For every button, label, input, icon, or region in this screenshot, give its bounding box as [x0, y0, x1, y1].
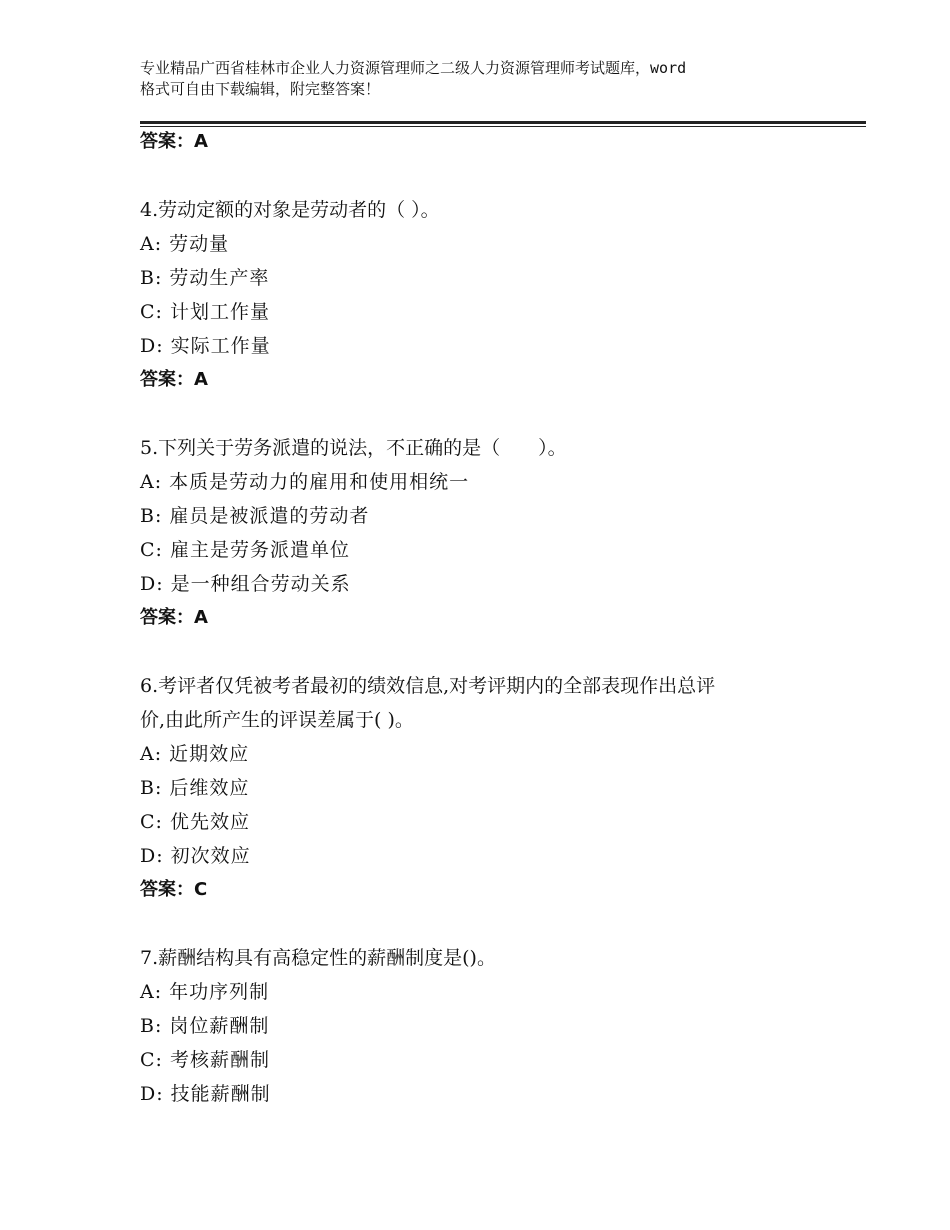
header-line-2: 格式可自由下载编辑，附完整答案！ [140, 80, 381, 98]
stem-line: 4.劳动定额的对象是劳动者的（ ）。 [140, 199, 440, 221]
question-list [140, 125, 830, 1111]
option-d: D: 初次效应 [140, 845, 251, 867]
answer-line: 答案：C [140, 879, 208, 900]
option-b: B: 后维效应 [140, 777, 250, 799]
option-a: A: 劳动量 [140, 233, 230, 255]
question-5 [140, 431, 830, 635]
option-b: B: 雇员是被派遣的劳动者 [140, 505, 370, 527]
stem-line: 价,由此所产生的评误差属于( )。 [140, 709, 414, 731]
question-stem [140, 669, 830, 737]
option-b: B: 岗位薪酬制 [140, 1015, 270, 1037]
answer-line: 答案：A [140, 607, 208, 628]
stem-line: 6.考评者仅凭被考者最初的绩效信息,对考评期内的全部表现作出总评 [140, 675, 716, 697]
document-header [140, 58, 840, 100]
option-a: A: 年功序列制 [140, 981, 270, 1003]
stem-line: 7.薪酬结构具有高稳定性的薪酬制度是()。 [140, 947, 496, 969]
answer-line: 答案：A [140, 131, 208, 152]
question-stem [140, 941, 830, 975]
answer-line: 答案：A [140, 369, 208, 390]
header-line-1: 专业精品广西省桂林市企业人力资源管理师之二级人力资源管理师考试题库，word [140, 59, 687, 77]
question-stem [140, 431, 830, 465]
option-d: D: 实际工作量 [140, 335, 271, 357]
option-a: A: 近期效应 [140, 743, 250, 765]
question-4 [140, 193, 830, 397]
question-stem [140, 193, 830, 227]
option-c: C: 雇主是劳务派遣单位 [140, 539, 350, 561]
option-d: D: 是一种组合劳动关系 [140, 573, 351, 595]
option-c: C: 计划工作量 [140, 301, 270, 323]
question-6 [140, 669, 830, 907]
header-rule-thick [140, 121, 866, 124]
option-c: C: 优先效应 [140, 811, 250, 833]
question-7 [140, 941, 830, 1111]
option-a: A: 本质是劳动力的雇用和使用相统一 [140, 471, 470, 493]
stem-line: 5.下列关于劳务派遣的说法，不正确的是（ ）。 [140, 437, 567, 459]
option-b: B: 劳动生产率 [140, 267, 270, 289]
option-d: D: 技能薪酬制 [140, 1083, 271, 1105]
option-c: C: 考核薪酬制 [140, 1049, 270, 1071]
